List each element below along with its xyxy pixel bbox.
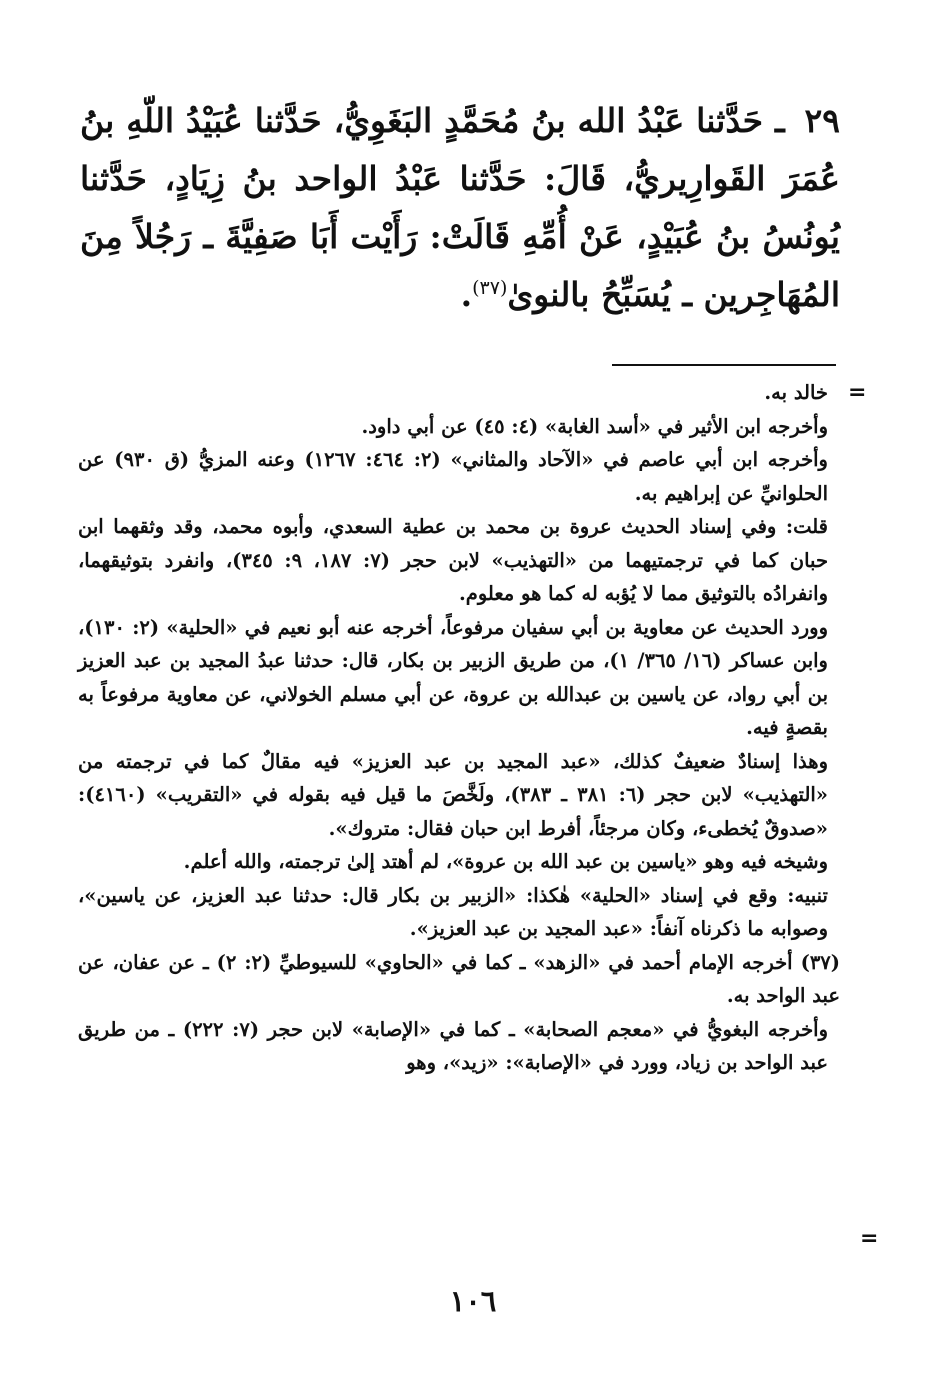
footnote-paragraph: وورد الحديث عن معاوية بن أبي سفيان مرفوعاً، أخرجه عنه أبو نعيم في «الحلية» (٢: ١٣٠)، وابن عساكر (١٦/ ٣٦٥/ ١)، من طريق الزبير بن بكار، قال: حدثنا عبدُ المجيد بن عبد العزيز بن أبي رواد، عن ياسين بن عبدالله بن عروة، عن أبي مسلم الخولاني، عن معاوية مرفوعاً به بقصةٍ فيه. bbox=[78, 615, 828, 739]
footnote-paragraph: قلت: وفي إسناد الحديث عروة بن محمد بن عطية السعدي، وأبوه محمد، وقد وثقهما ابن حبان كما في ترجمتيهما من «التهذيب» لابن حجر (٧: ١٨٧، ٩: ٣٤٥)، وانفرد بتوثيقهما، وانفرادُه بالتوثيق مما لا يُؤبه له كما هو معلوم. bbox=[78, 515, 828, 605]
footnote-reference: (٣٧) bbox=[472, 277, 508, 299]
footnote-paragraph: وأخرجه ابن أبي عاصم في «الآحاد والمثاني» (٢: ٤٦٤: ١٢٦٧) وعنه المزيُّ (ق ٩٣٠) عن الحلوانيِّ عن إبراهيم به. bbox=[78, 448, 828, 505]
footnotes bbox=[78, 376, 838, 1080]
footnote-paragraph: وشيخه فيه وهو «ياسين بن عبد الله بن عروة»، لم أهتد إلىٰ ترجمته، والله أعلم. bbox=[183, 850, 828, 873]
footnote-paragraph: خالد به. bbox=[764, 381, 828, 404]
continuation-mark-bottom: = bbox=[860, 1226, 879, 1251]
hadith-end: . bbox=[460, 275, 473, 314]
page-number: ١٠٦ bbox=[449, 1284, 497, 1318]
footnote-37: (٣٧) أخرجه الإمام أحمد في «الزهد» ـ كما في «الحاوي» للسيوطيِّ (٢: ٢) ـ عن عفان، عن عبد الواحد به. bbox=[78, 950, 840, 1007]
footnote-paragraph: وهذا إسنادٌ ضعيفٌ كذلك، «عبد المجيد بن عبد العزيز» فيه مقالٌ كما في ترجمته من «التهذيب» لابن حجر (٦: ٣٨١ ـ ٣٨٣)، ولَخَّصَ ما قيل فيه بقوله في «التقريب» (٤١٦٠): «صدوقٌ يُخطىء، وكان مرجئاً، أفرط ابن حبان فقال: متروك». bbox=[78, 749, 828, 840]
footnote-paragraph: تنبيه: وقع في إسناد «الحلية» هٰكذا: «الزبير بن بكار قال: حدثنا عبد العزيز، عن ياسين»، وصوابه ما ذكرناه آنفاً: «عبد المجيد بن عبد العزيز». bbox=[78, 883, 828, 940]
footnote-paragraph: وأخرجه البغويُّ في «معجم الصحابة» ـ كما في «الإصابة» لابن حجر (٧: ٢٢٢) ـ من طريق عبد الواحد بن زياد، وورد في «الإصابة»: «زيد»، وهو bbox=[78, 1017, 828, 1074]
continuation-mark-top: = bbox=[848, 380, 867, 405]
hadith-body: ـ حَدَّثنا عَبْدُ الله بنُ مُحَمَّدٍ البَغَوِيُّ، حَدَّثنا عُبَيْدُ اللّهِ بنُ عُمَرَ القَوارِيريُّ، قَالَ: حَدَّثنا عَبْدُ الواحد بنُ زِيَادٍ، حَدَّثنا يُونُسُ بنُ عُبَيْدٍ، عَنْ أُمِّهِ قَالَتْ: رَأَيْت أَبَا صَفِيَّةَ ـ رَجُلاً مِنَ المُهَاجِرين ـ يُسَبِّحُ بالنوىٰ bbox=[80, 101, 840, 314]
footnote-paragraph: وأخرجه ابن الأثير في «أسد الغابة» (٤: ٤٥) عن أبي داود. bbox=[361, 414, 828, 438]
hadith-number: ٢٩ bbox=[804, 101, 840, 140]
footnote-separator bbox=[612, 364, 836, 366]
hadith-text bbox=[80, 92, 840, 324]
